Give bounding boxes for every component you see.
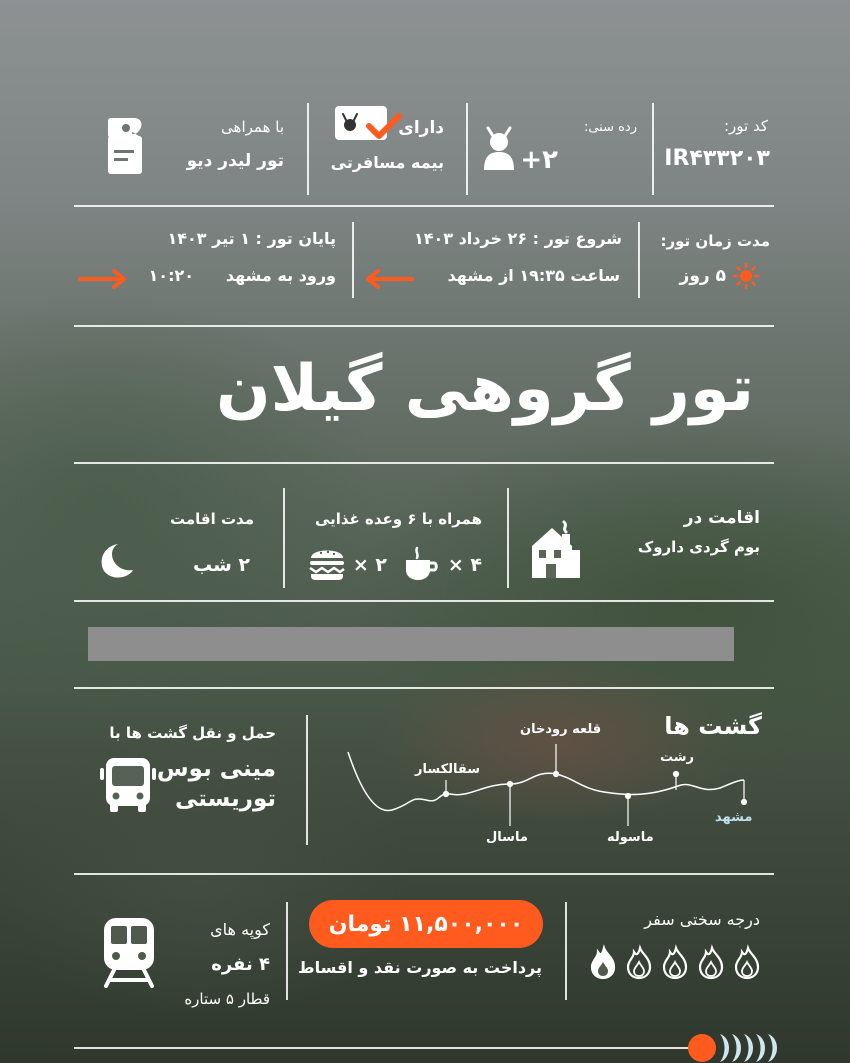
divider-h-4 [74,600,774,602]
divider-h-3 [74,462,774,464]
insurance-value: بیمه مسافرتی [330,153,444,172]
divider-h-2 [74,325,774,327]
start-date: شروع تور : ۲۶ خرداد ۱۴۰۳ [413,229,622,248]
stop-rudkhan: قلعه رودخان [520,722,602,737]
arrow-left-icon [364,268,414,290]
transport-label: حمل و نقل گشت ها با [109,724,276,742]
end-date: پایان تور : ۱ تیر ۱۴۰۳ [167,229,336,248]
divider-v-6 [507,488,509,588]
age-label: رده سنی: [583,120,637,135]
payment-note: پرداخت به صورت نقد و اقساط [297,958,542,977]
moon-icon [98,542,134,580]
divider-v-4 [638,222,640,298]
tour-code-label: کد تور: [723,117,768,135]
route-title: گشت ها [664,712,762,740]
accommodation-label: اقامت در [683,508,760,528]
price-badge [309,900,543,948]
divider-h-5 [74,687,774,689]
stay-value: ۲ شب [192,554,250,576]
companion-value: تور لیدر دیو [186,151,284,171]
arrow-right-icon [78,268,130,290]
stop-mashhad: مشهد [715,810,753,825]
divider-h-6 [74,873,774,875]
companion-label: با همراهی [221,118,284,136]
tour-code-value: IR۴۳۳۲۰۳ [664,146,770,171]
difficulty-label: درجه سختی سفر [644,910,760,929]
pager-dot [732,1034,741,1062]
train-label: کوپه های [210,920,270,939]
pager-dot [720,1034,734,1062]
accommodation-value: بوم گردی داروک [637,538,760,556]
flame-icon [628,948,650,978]
divider-v-7 [283,488,285,588]
price-value: ۱۱,۵۰۰,۰۰۰ تومان [328,911,524,937]
stop-saqalaksar: سقالکسار [415,762,481,777]
pager-dot [768,1034,777,1062]
burger-icon [308,544,346,582]
flame-icon [592,948,614,978]
divider-v-9 [565,902,567,1000]
train-capacity: ۴ نفره [211,954,270,975]
divider-v-1 [652,103,654,195]
age-value: ۲+ [520,145,558,175]
arrival-time: ۱۰:۲۰ [148,266,194,285]
coffee-cup-icon [403,546,439,582]
devil-person-icon [482,126,516,170]
divider-v-10 [286,902,288,1000]
divider-v-2 [466,103,468,195]
page-title: تور گروهی گیلان [215,352,754,426]
ticket-check-icon [333,104,403,144]
transport-value-1: مینی بوس [156,756,276,782]
meals-label: همراه با ۶ وعده غذایی [314,510,482,528]
train-icon [100,916,158,988]
stop-rasht: رشت [660,750,695,765]
stop-masal: ماسال [486,830,528,845]
lunch-count: ۲ × [352,554,387,576]
train-class: قطار ۵ ستاره [184,990,270,1008]
pager-dot [744,1034,753,1062]
stop-masuleh: ماسوله [607,830,654,845]
divider-v-5 [352,222,354,298]
sun-icon [733,263,759,289]
arrival-label: ورود به مشهد [225,266,336,285]
difficulty-rating [590,946,762,980]
duration-value: ۵ روز [679,266,726,286]
pager-dot-active [688,1034,716,1062]
duration-label: مدت زمان تور: [660,232,770,250]
divider-v-3 [307,103,309,195]
pager-dot [756,1034,765,1062]
start-time: ساعت ۱۹:۳۵ از مشهد [447,266,620,285]
flame-icon [700,948,722,978]
flame-icon [736,948,758,978]
divider-h-1 [74,205,774,207]
divider-v-8 [306,715,308,845]
transport-value-2: توریستی [175,786,276,812]
stay-label: مدت اقامت [169,510,254,528]
pager-indicator [686,1032,786,1063]
house-icon [528,520,582,580]
bus-icon [98,756,158,814]
bottom-line [74,1047,694,1049]
door-hanger-icon [104,116,146,176]
redacted-bar [88,627,734,661]
breakfast-count: ۴ × [447,554,482,576]
insurance-label: دارای [398,118,444,138]
flame-icon [664,948,686,978]
